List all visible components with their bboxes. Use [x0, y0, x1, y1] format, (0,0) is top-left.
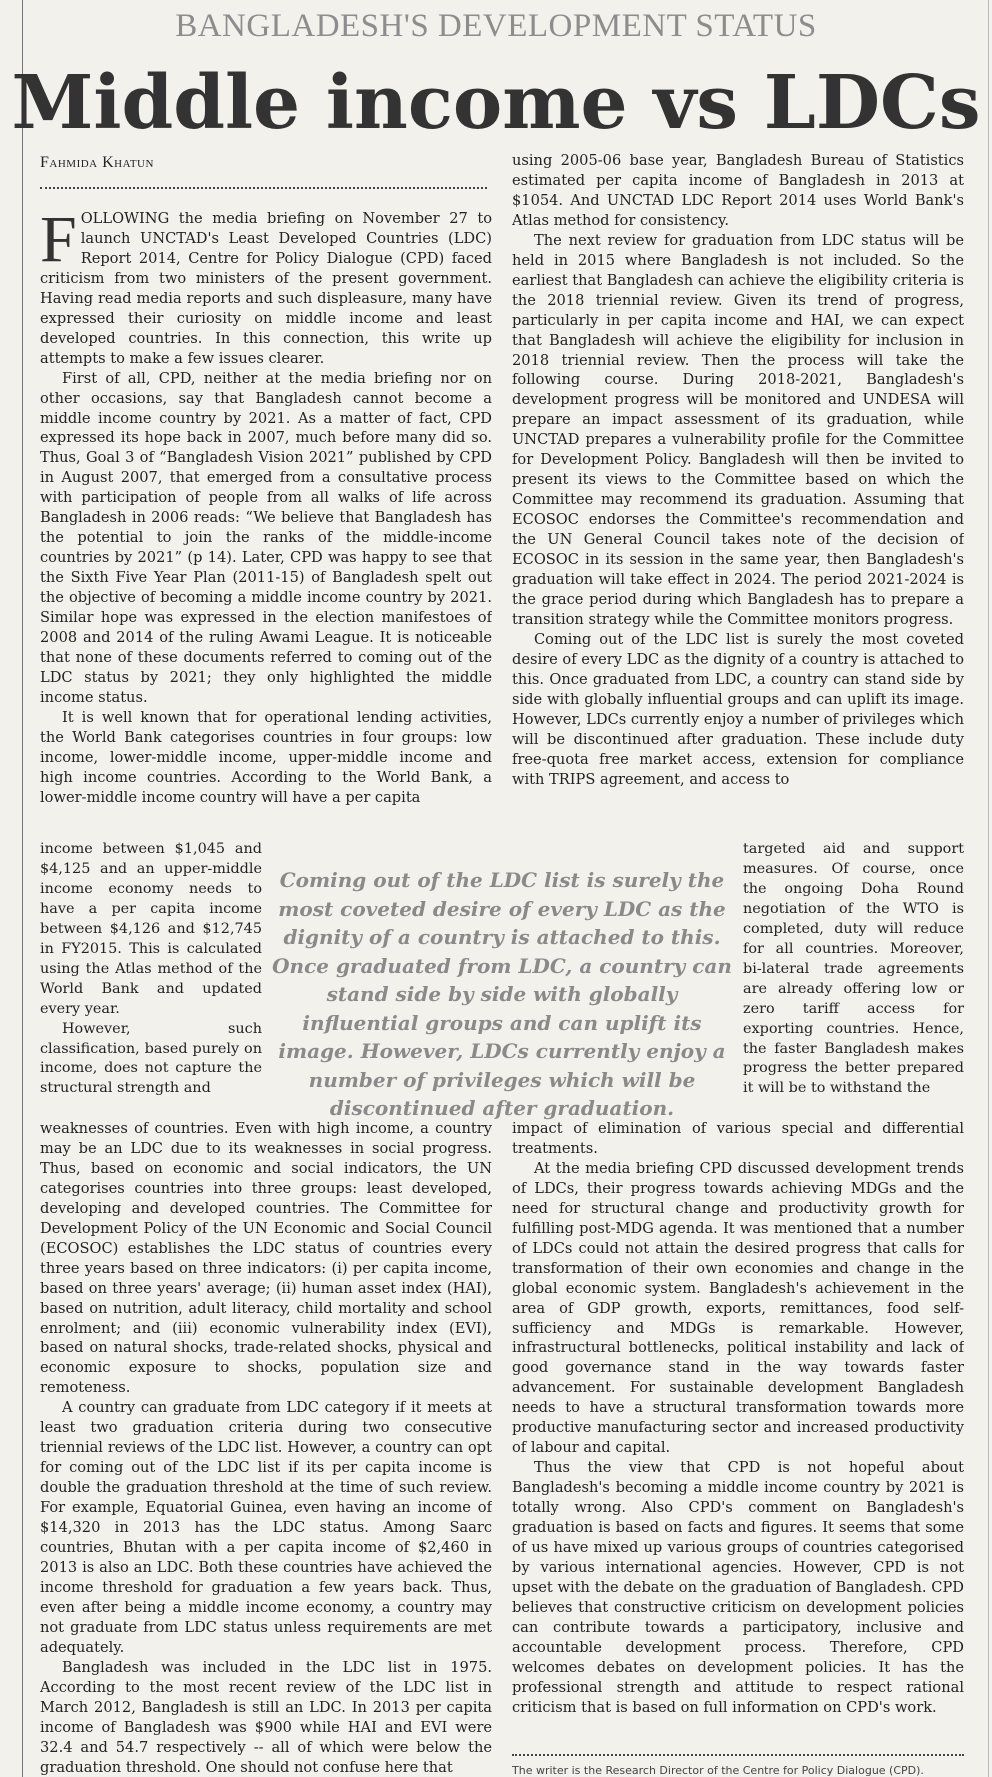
paragraph: Thus the view that CPD is not hopeful about Bangladesh's becoming a middle income country by 2021 is totally wrong. Also CPD's comment on Bangladesh's graduation is based on facts and figures. It seems that some of us have mixed up various groups of countries categorised by various international agencies. However, CPD is not upset with the debate on the graduation of Bangladesh. CPD believes that constructive criticism on development policies can contribute towards a participatory, inclusive and accountable development process. Therefore, CPD welcomes debates on development policies. It has the professional strength and attitude to respect rational criticism that is based on full information on CPD's work.	[512, 1459, 964, 1716]
paragraph: First of all, CPD, neither at the media briefing nor on other occasions, say that Bangladesh cannot become a middle income country by 2021. As a matter of fact, CPD expressed its hope back in 2007, much before many did so. Thus, Goal 3 of “Bangladesh Vision 2021” published by CPD in August 2007, that emerged from a consultative process with participation of people from all walks of life across Bangladesh in 2006 reads: “We believe that Bangladesh has the potential to join the ranks of the middle-income countries by 2021” (p 14). Later, CPD was happy to see that the Sixth Five Year Plan (2011-15) of Bangladesh spelt out the objective of becoming a middle income country by 2021. Similar hope was expressed in the election manifestoes of 2008 and 2014 of the ruling Awami League. It is noticeable that none of these documents referred to coming out of the LDC status by 2021; they only highlighted the middle income status.	[40, 369, 492, 706]
page-edge-left	[22, 0, 23, 1777]
right-column-top	[512, 151, 964, 837]
paragraph: targeted aid and support measures. Of course, once the ongoing Doha Round negotiation of the WTO is completed, duty will reduce for all countries. Moreover, bi-lateral trade agreements are already offering low or zero tariff access for exporting countries. Hence, the faster Bangladesh makes progress the better prepared it will be to withstand the	[743, 841, 964, 1097]
page-edge-right	[988, 0, 989, 1777]
paragraph: Coming out of the LDC list is surely the most coveted desire of every LDC as the dignity of a country is attached to this. Once graduated from LDC, a country can stand side by side with globally influential groups and can uplift its image. However, LDCs currently enjoy a number of privileges which will be discontinued after graduation. These include duty free-quota free market access, extension for compliance with TRIPS agreement, and access to	[512, 630, 964, 788]
right-column-bottom	[512, 1119, 964, 1749]
author-footnote: The writer is the Research Director of the Centre for Policy Dialogue (CPD).	[512, 1764, 924, 1777]
headline: Middle income vs LDCs	[11, 60, 981, 146]
paragraph: At the media briefing CPD discussed development trends of LDCs, their progress towards achieving MDGs and the need for structural change and productivity growth for fulfilling post-MDG agenda. It was mentioned that a number of LDCs could not attain the desired progress that calls for transformation of their own economies and change in the global economic system. Bangladesh's achievement in the area of GDP growth, exports, remittances, food self-sufficiency and MDGs is remarkable. However, infrastructural bottlenecks, political instability and lack of good governance stand in the way towards faster advancement. For sustainable development Bangladesh needs to have a structural transformation towards more productive manufacturing sector and increased productivity of labour and capital.	[512, 1159, 964, 1457]
right-column-narrow	[743, 840, 964, 1123]
kicker: BANGLADESH'S DEVELOPMENT STATUS	[175, 8, 817, 44]
paragraph: The next review for graduation from LDC status will be held in 2015 where Bangladesh is not included. So the earliest that Bangladesh can achieve the eligibility criteria is the 2018 triennial review. Given its trend of progress, particularly in per capita income and HAI, we can expect that Bangladesh will achieve the eligibility for inclusion in 2018 triennial review. Then the process will take the following course. During 2018-2021, Bangladesh's development progress will be monitored and UNDESA will prepare an impact assessment of its graduation, while UNCTAD prepares a vulnerability profile for the Committee for Development Policy. Bangladesh will then be invited to present its views to the Committee based on which the Committee may recommend its graduation. Assuming that ECOSOC endorses the Committee's recommendation and the UN General Council takes note of the decision of ECOSOC in its session in the same year, then Bangladesh's graduation will take effect in 2024. The period 2021-2024 is the grace period during which Bangladesh has to prepare a transition strategy while the Committee monitors progress.	[512, 231, 964, 628]
paragraph	[40, 209, 492, 369]
drop-cap: F	[40, 209, 77, 276]
paragraph: impact of elimination of various special and differential treatments.	[512, 1120, 964, 1157]
paragraph: using 2005-06 base year, Bangladesh Bureau of Statistics estimated per capita income of Bangladesh in 2013 at $1054. And UNCTAD LDC Report 2014 uses World Bank's Atlas method for consistency.	[512, 152, 964, 229]
paragraph-text: OLLOWING the media briefing on November 27 to launch UNCTAD's Least Developed Countries (LDC) Report 2014, Centre for Policy Dialogue (CPD) faced criticism from two ministers of the present government. Having read media reports and such displeasure, many have expressed their curiosity on middle income and least developed countries. In this connection, this write up attempts to make a few issues clearer.	[40, 210, 492, 367]
footnote-divider	[512, 1754, 964, 1756]
paragraph: It is well known that for operational lending activities, the World Bank categorises countries in four groups: low income, lower-middle income, upper-middle income and high income countries. According to the World Bank, a lower-middle income country will have a per capita	[40, 708, 492, 806]
left-column-narrow	[40, 840, 262, 1123]
pull-quote: Coming out of the LDC list is surely the most coveted desire of every LDC as the dignity of a country is attached to this. Once graduated from LDC, a country can stand side by side with globally influential groups and can uplift its image. However, LDCs currently enjoy a number of privileges which will be discontinued after graduation.	[272, 868, 732, 1120]
byline-divider	[40, 187, 487, 189]
paragraph: However, such classification, based purely on income, does not capture the structural strength and	[40, 1020, 262, 1097]
paragraph: weaknesses of countries. Even with high income, a country may be an LDC due to its weaknesses in social progress. Thus, based on economic and social indicators, the UN categorises countries into three groups: least developed, developing and developed countries. The Committee for Development Policy of the UN Economic and Social Council (ECOSOC) establishes the LDC status of countries every three years based on three indicators: (i) per capita income, based on three years' average; (ii) human asset index (HAI), based on nutrition, adult literacy, child mortality and school enrolment; and (iii) economic vulnerability index (EVI), based on natural shocks, trade-related shocks, physical and economic exposure to shocks, population size and remoteness.	[40, 1120, 492, 1397]
paragraph: Bangladesh was included in the LDC list in 1975. According to the most recent review of the LDC list in March 2012, Bangladesh is still an LDC. In 2013 per capita income of Bangladesh was $900 while HAI and EVI were 32.4 and 54.7 respectively -- all of which were below the graduation threshold. One should not confuse here that	[40, 1658, 492, 1775]
paragraph: A country can graduate from LDC category if it meets at least two graduation criteria during two consecutive triennial reviews of the LDC list. However, a country can opt for coming out of the LDC list if its per capita income is double the graduation threshold at the time of such review. For example, Equatorial Guinea, even having an income of $14,320 in 2013 has the LDC status. Among Saarc countries, Bhutan with a per capita income of $2,460 in 2013 is also an LDC. Both these countries have achieved the income threshold for graduation a few years back. Thus, even after being a middle income economy, a country may not graduate from LDC status unless requirements are met adequately.	[40, 1399, 492, 1656]
byline: Fahmida Khatun	[40, 154, 154, 171]
left-column-bottom	[40, 1119, 492, 1775]
paragraph: income between $1,045 and $4,125 and an upper-middle income economy needs to have a per capita income between $4,126 and $12,745 in FY2015. This is calculated using the Atlas method of the World Bank and updated every year.	[40, 841, 262, 1017]
left-column-top	[40, 209, 492, 849]
